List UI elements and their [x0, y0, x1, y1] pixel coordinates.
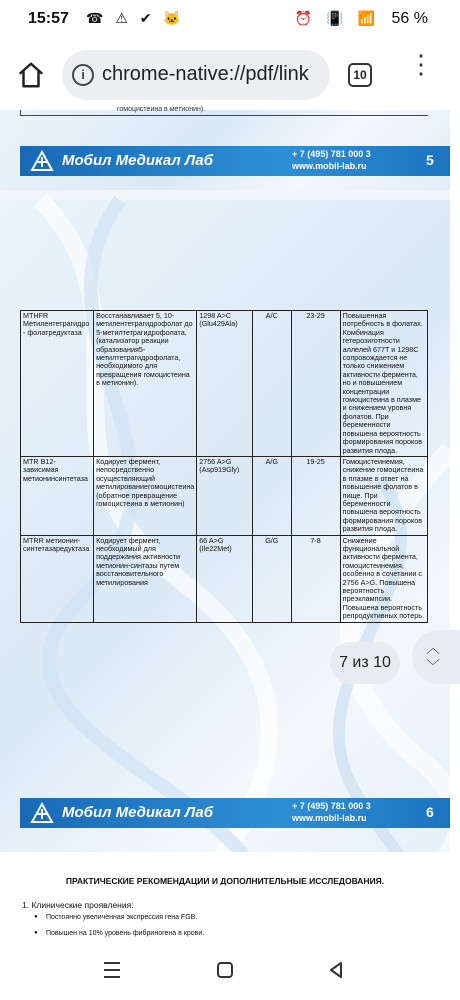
company-logo-icon [30, 150, 54, 172]
home-icon [16, 60, 46, 90]
nav-home-button[interactable] [211, 956, 239, 984]
polymorphism-cell: 66 A>G (Ile22Met) [197, 535, 253, 622]
system-status-icons: ⏰ 📳 📶 [294, 10, 380, 26]
page-footer-banner [20, 798, 450, 828]
company-phone: + 7 (495) 781 000 3 [292, 801, 371, 811]
more-vert-icon[interactable]: ⋮ [408, 49, 434, 79]
page-footer-banner [20, 146, 450, 176]
gene-function-cell: Восстанавливает 5, 10-метилентетрагидрофолат до 5-метилтетрагидрофолата, (катализатор реакции образования5-метилтетрагидрофолата, необходимого для превращения гомоцистеина в метионин). [94, 311, 197, 457]
nav-home-icon [215, 960, 235, 980]
url-text[interactable]: chrome-native://pdf/link [102, 63, 309, 85]
android-navigation-bar [0, 940, 450, 1000]
gene-function-cell: Кодирует фермент, необходимый для поддержания активности метионин-синтазы путем восстановительного метилирования [94, 535, 197, 622]
recommendations-section: 1. Клинические проявления: [22, 900, 134, 910]
genotype-cell: A/C [253, 311, 291, 457]
table-row [21, 311, 428, 457]
company-name: Мобил Медикал Лаб [62, 152, 213, 169]
polymorphism-cell: 1298 A>C (Glu429Ala) [197, 311, 253, 457]
company-website: www.mobil-lab.ru [292, 161, 367, 171]
clinical-significance-cell: Повышенная потребность в фолатах. Комбинация гетерозиготности аллелей 677T и 1298C сопровождается не только снижением активности фермента, но и повышением концентрации гомоцистеина в плазме и снижением уровня фолатов. При беременности повышена вероятность формирования пороков развития плода. [340, 311, 427, 457]
info-icon[interactable]: i [72, 64, 94, 86]
company-logo-icon [30, 802, 54, 824]
genotype-cell: G/G [253, 535, 291, 622]
table-row [21, 456, 428, 535]
table-row [21, 535, 428, 622]
table-fragment-text: гомоцистеина в метионин). [117, 106, 206, 113]
polymorphism-cell: 2756 A>G (Asp919Gly) [197, 456, 253, 535]
chevron-up-icon: ︿ [426, 640, 440, 656]
frequency-cell: 7-8 [291, 535, 340, 622]
table-fragment [20, 106, 428, 116]
status-time: 15:57 [28, 10, 69, 27]
clinical-significance-cell: Гомоцистеинемия, снижение гомоцистеина в плазме в ответ на повышение фолатов в пище. При беременности повышена вероятность формирования пороков развития плода. [340, 456, 427, 535]
recent-apps-icon [101, 960, 123, 980]
company-name: Мобил Медикал Лаб [62, 804, 213, 821]
back-button[interactable] [322, 956, 350, 984]
tab-switcher-button[interactable]: 10 [348, 63, 372, 87]
browser-toolbar [0, 44, 450, 106]
page-indicator: 7 из 10 [330, 642, 400, 684]
recommendations-title: ПРАКТИЧЕСКИЕ РЕКОМЕНДАЦИИ И ДОПОЛНИТЕЛЬНЫЕ ИССЛЕДОВАНИЯ. [65, 876, 385, 886]
notification-icons: ☎ ⚠ ✔ 🐱 [86, 10, 185, 26]
pdf-viewer[interactable] [0, 106, 450, 940]
recent-apps-button[interactable] [98, 956, 126, 984]
back-icon [326, 960, 346, 980]
clinical-significance-cell: Снижение функциональной активности фермента, гомоцистеинемия, особенно в сочетании с 2756 A>G. Повышена вероятность преэклампсии. Повышена вероятность репродуктивных потерь. [340, 535, 427, 622]
genetic-polymorphism-table [20, 310, 428, 623]
page-number: 5 [426, 152, 434, 168]
fast-scroll-handle[interactable] [412, 630, 460, 684]
pdf-page-7 [0, 852, 450, 942]
gene-name-cell: MTR В12-зависимая метионинсинтетаза [21, 456, 94, 535]
pdf-page-5 [0, 106, 450, 190]
gene-name-cell: MTRR метионин-синтетазаредуктаза [21, 535, 94, 622]
page-number: 6 [426, 804, 434, 820]
frequency-cell: 23-29 [291, 311, 340, 457]
recommendation-bullet: ● Повышен на 10% уровень фибриногена в крови. [46, 930, 204, 937]
company-website: www.mobil-lab.ru [292, 813, 367, 823]
company-phone: + 7 (495) 781 000 3 [292, 149, 371, 159]
gene-function-cell: Кодирует фермент, непосредственно осуществляющий метилированиегомоцистеина (обратное превращение гомоцистеина в метионин) [94, 456, 197, 535]
gene-name-cell: MTHFR Метилентетрагидро - фолатредуктаза [21, 311, 94, 457]
home-button[interactable] [14, 58, 48, 92]
chevron-down-icon: ﹀ [426, 658, 440, 674]
battery-level: 56 % [391, 10, 428, 27]
frequency-cell: 19-25 [291, 456, 340, 535]
recommendation-bullet: ● Постоянно увеличенная экспрессия гена FGB. [46, 914, 197, 921]
genotype-cell: A/G [253, 456, 291, 535]
address-bar[interactable] [62, 50, 330, 100]
pdf-page-6 [0, 200, 450, 942]
status-bar [0, 0, 450, 40]
